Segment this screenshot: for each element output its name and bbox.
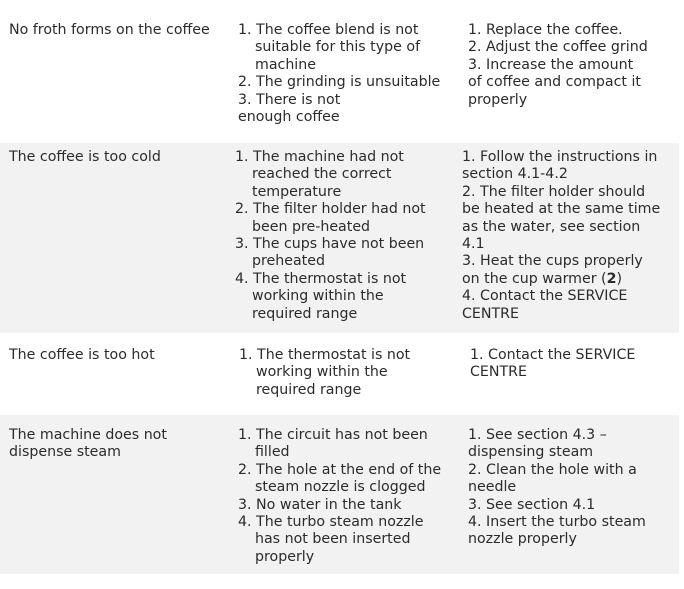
cause-item: 1. The thermostat is not working within the required range: [239, 347, 411, 398]
cause-item: 3. There is not enough coffee: [238, 91, 341, 126]
figure-reference: 2: [606, 270, 617, 287]
remedy-list: [468, 427, 658, 549]
remedy-text: 3. Heat the cups properly on the cup warmer (: [462, 253, 643, 287]
remedy-item: 1. Follow the instructions in section 4.1-4.2: [462, 149, 658, 183]
remedy-item: 2. Clean the hole with a needle: [468, 461, 637, 496]
remedy-list: [470, 347, 650, 382]
cause-item: 1. The machine had not reached the correct temperature: [235, 149, 404, 200]
cause-list: [235, 149, 435, 323]
remedy-cell: [468, 427, 658, 549]
problem-cell: [9, 149, 224, 166]
cause-item: 2. The grinding is unsuitable: [238, 74, 441, 91]
table-row: [0, 415, 679, 574]
table-row: [0, 143, 679, 333]
remedy-item: 1. See section 4.3 – dispensing steam: [468, 427, 607, 461]
problem-text: The coffee is too hot: [9, 347, 155, 363]
cause-item: 4. The thermostat is not working within the required range: [235, 270, 407, 322]
cause-item: 1. The coffee blend is not suitable for this type of machine: [238, 22, 421, 73]
cause-list: [238, 427, 450, 566]
remedy-item: [462, 253, 652, 288]
problem-text: The machine does not dispense steam: [9, 427, 167, 461]
table-row: [0, 333, 679, 415]
remedy-item: 3. Increase the amount of coffee and compact it properly: [468, 56, 641, 108]
cause-cell: [238, 427, 450, 566]
remedy-item: 2. The filter holder should be heated at the same time as the water, see section 4.1: [462, 183, 661, 253]
remedy-cell: [462, 149, 667, 323]
remedy-item: 4. Insert the turbo steam nozzle properly: [468, 514, 646, 548]
cause-cell: [239, 347, 429, 399]
cause-cell: [238, 22, 450, 126]
cause-item: 2. The filter holder had not been pre-heated: [235, 201, 426, 235]
remedy-item: 4. Contact the SERVICE CENTRE: [462, 288, 628, 322]
cause-item: 4. The turbo steam nozzle has not been inserted properly: [238, 514, 424, 565]
remedy-item: 1. Contact the SERVICE CENTRE: [470, 347, 636, 381]
cause-item: 3. No water in the tank: [238, 496, 402, 513]
problem-text: The coffee is too cold: [9, 149, 161, 165]
cause-item: 1. The circuit has not been filled: [238, 427, 428, 461]
remedy-text: ): [616, 270, 623, 287]
remedy-item: 3. See section 4.1: [468, 496, 596, 513]
problem-cell: [9, 347, 224, 364]
cause-item: 2. The hole at the end of the steam nozzle is clogged: [238, 461, 442, 496]
remedy-cell: [470, 347, 650, 382]
problem-cell: [9, 427, 209, 462]
problem-text: No froth forms on the coffee: [9, 22, 210, 38]
cause-cell: [235, 149, 435, 323]
remedy-cell: [468, 22, 658, 109]
cause-item: 3. The cups have not been preheated: [235, 236, 425, 270]
cause-list: [238, 22, 450, 126]
remedy-list: [468, 22, 658, 109]
problem-cell: [9, 22, 224, 39]
remedy-item: 1. Replace the coffee.: [468, 22, 623, 38]
remedy-item: 2. Adjust the coffee grind: [468, 39, 648, 56]
remedy-list: [462, 149, 667, 323]
table-row: [0, 0, 679, 143]
cause-list: [239, 347, 429, 399]
